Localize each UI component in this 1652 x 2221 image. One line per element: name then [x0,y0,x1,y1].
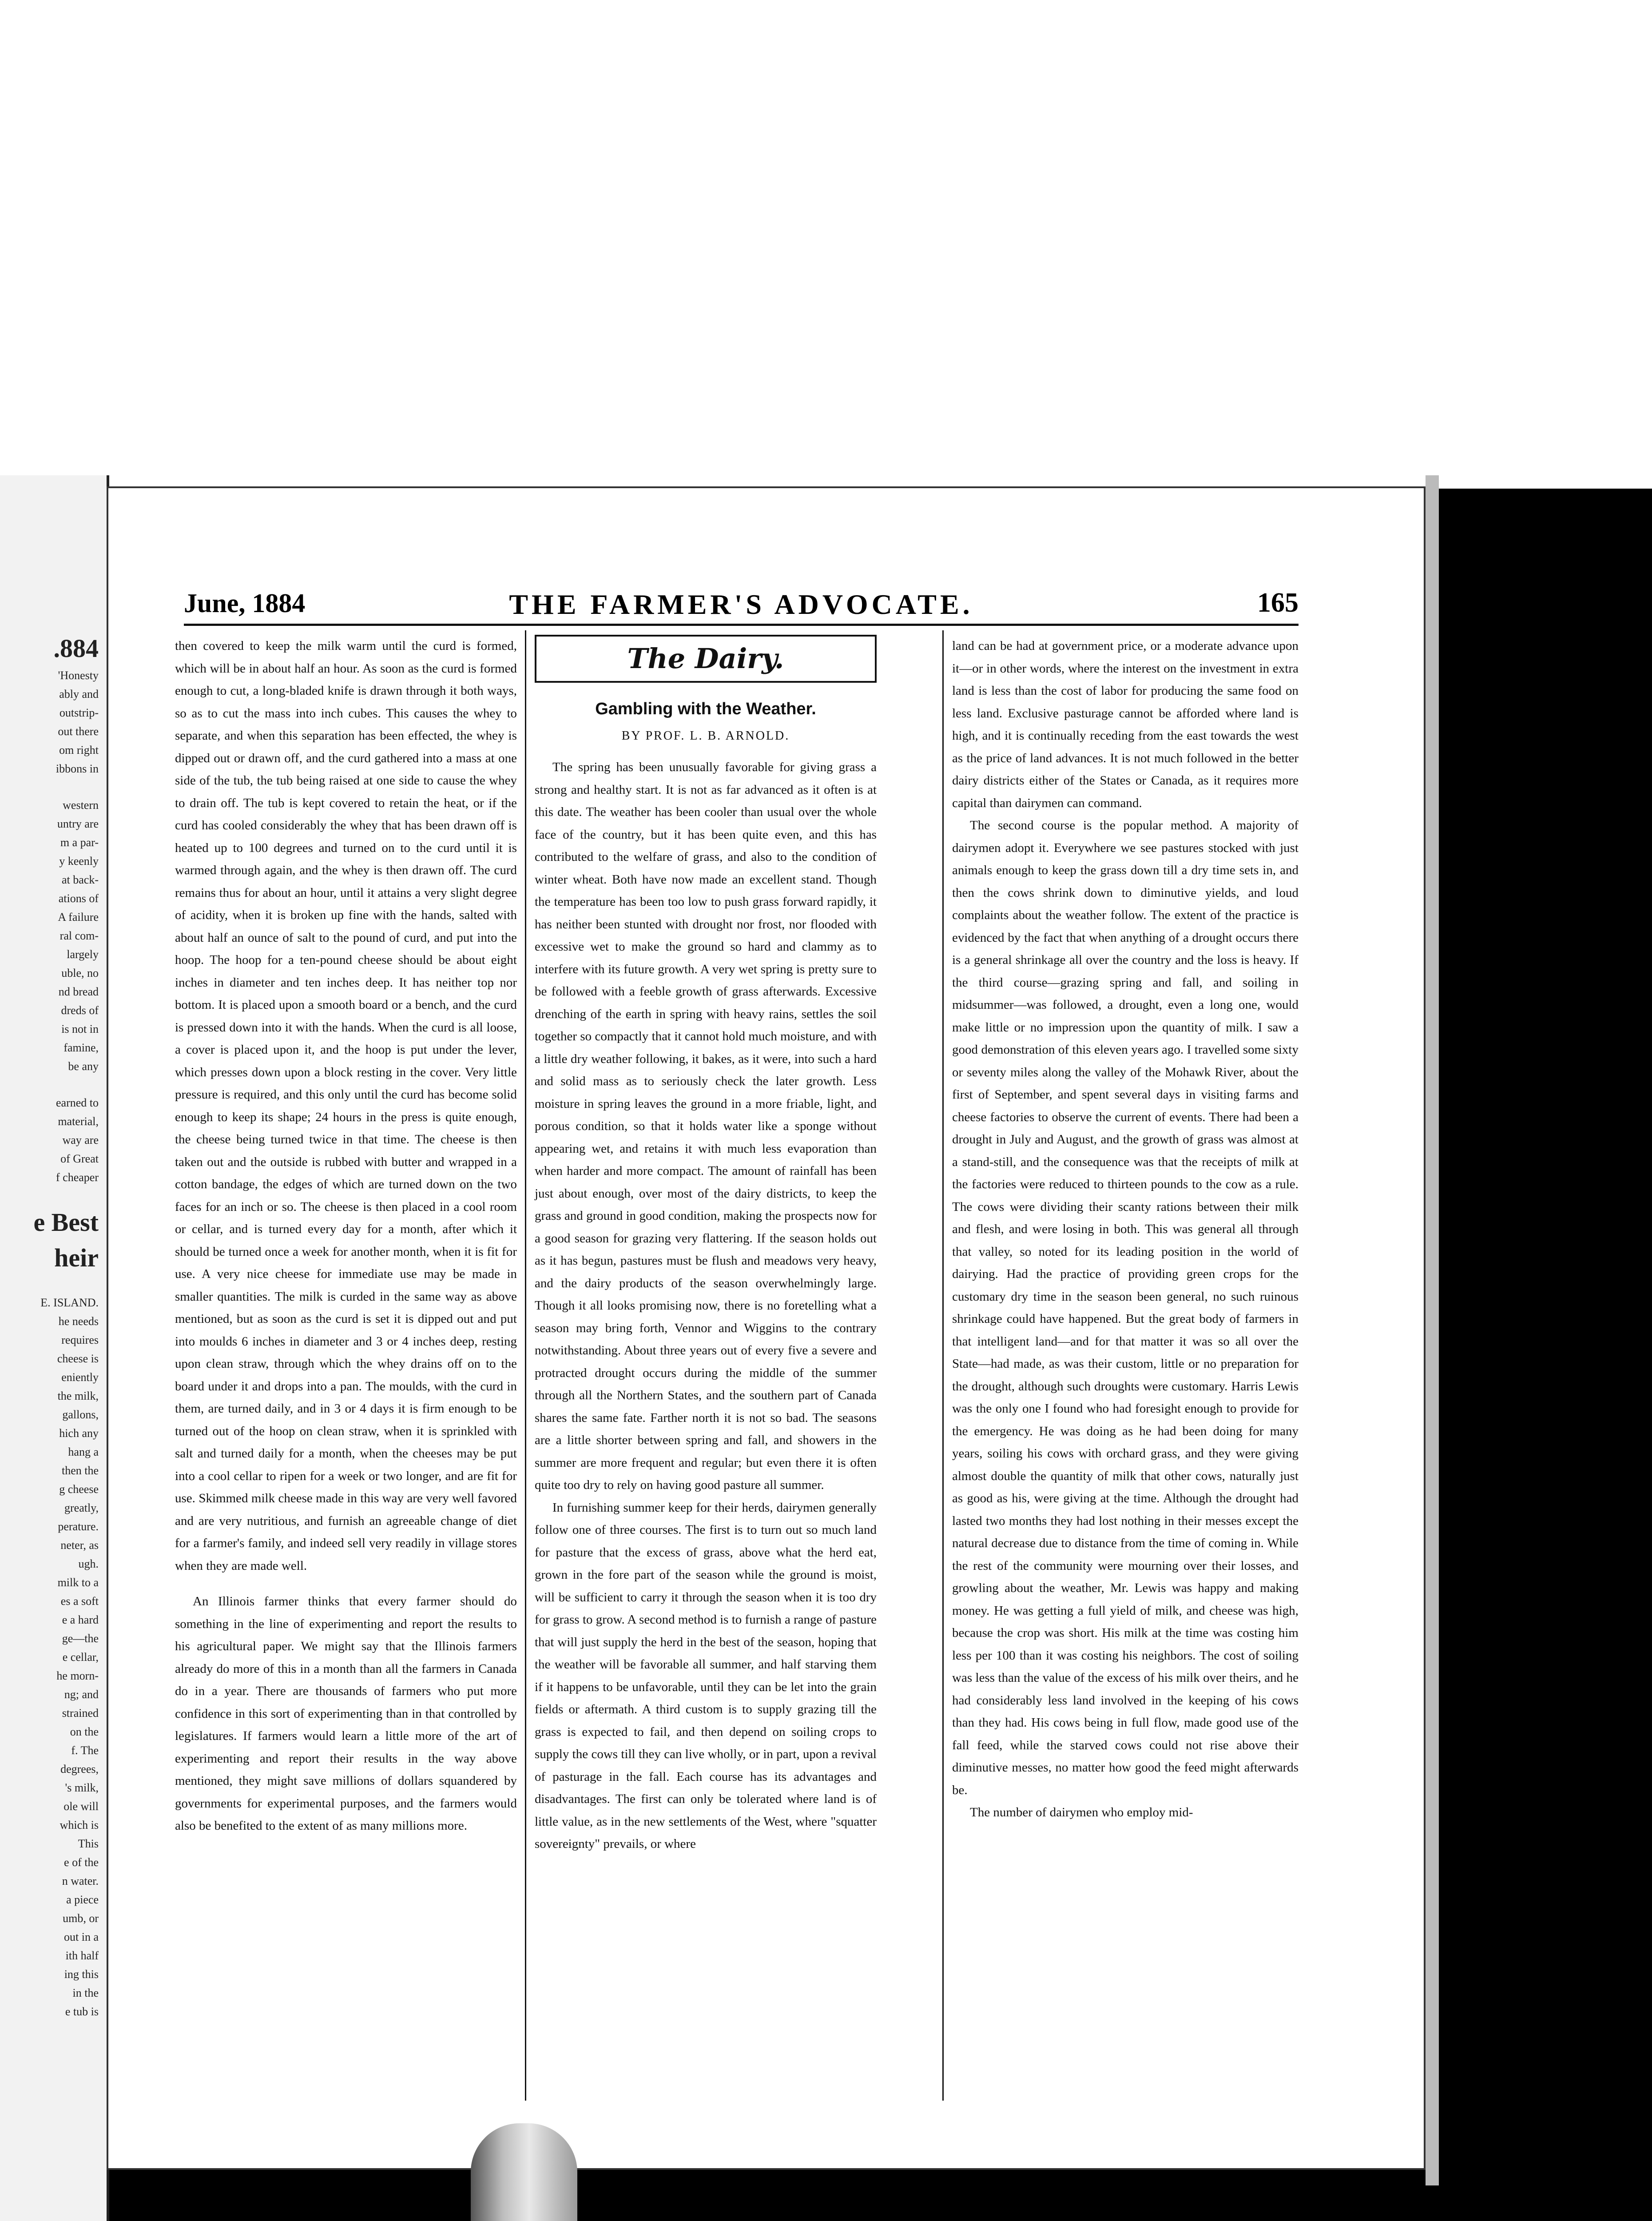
left-page-fragment: a piece [66,1893,99,1906]
left-page-fragment: n water. [62,1875,99,1887]
left-page-fragment: E. ISLAND. [40,1296,99,1309]
left-page-fragment: is not in [61,1023,99,1035]
left-page-fragment: ations of [58,892,99,905]
book-page-edges [1426,475,1439,2185]
left-page-fragment: largely [67,948,99,961]
left-page-fragment: he morn- [56,1669,99,1682]
left-page-fragment: hang a [68,1445,99,1458]
left-page-fragment: on the [70,1725,99,1738]
left-page-fragment: be any [68,1060,99,1073]
article-title: Gambling with the Weather. [595,700,816,718]
holding-thumb [471,2123,577,2221]
scanner-background [0,0,1652,489]
left-page-fragment: ably and [59,688,99,701]
left-page-fragment: ing this [64,1968,99,1981]
left-page-fragment: out in a [64,1930,99,1943]
left-page-fragment: degrees, [60,1763,99,1775]
left-page-fragment: at back- [61,873,99,886]
left-page-fragment: in the [72,1986,99,1999]
column-1 [175,635,517,1837]
page-header [184,584,1299,626]
column-2 [535,635,877,1855]
left-page-fragment: e tub is [65,2005,99,2018]
left-page-fragment: dreds of [61,1004,99,1017]
left-page-fragment: 's milk, [65,1781,99,1794]
left-page-fragment: ibbons in [56,762,99,775]
paragraph: An Illinois farmer thinks that every farmer should do something in the line of experimenting and report the results to his agricultural paper. We might say that the Illinois farmers already do more of this in a month than all the farmers in Canada do in a year. There are thousands of farmers who put more confidence in this sort of experimenting than in that controlled by legislatures. If farmers would learn a little more of the art of experimenting and report their results in the way above mentioned, they might save millions of dollars squandered by governments for experimental purposes, and the farmers would also be benefited to the extent of as many millions more. [175,1594,517,1833]
left-page-fragment: .884 [53,634,99,663]
left-page-fragment: eniently [61,1371,99,1384]
previous-page-edge [0,475,109,2221]
paragraph: The spring has been unusually favorable for giving grass a strong and healthy start. It is not as far advanced as it often is at this date. The weather has been cooler than usual over the whole face of the country, but it has been quite even, and this has contributed to the welfare of grass, and also to the condition of winter wheat. Both have now made an excellent stand. Though the temperature has been too low to push grass forward rapidly, it has neither been stunted with drought nor frost, nor flooded with excessive wet to make the ground so hard and clammy as to interfere with its future growth. A very wet spring is pretty sure to be followed with a feeble growth of grass afterwards. Excessive drenching of the earth in spring with heavy rains, settles the soil together so compactly that it cannot hold much moisture, and with a little dry weather following, it bakes, as it were, into such a hard and solid mass as to seriously check the later growth. Less moisture in spring leaves the ground in a more friable, light, and porous condition, so that it holds water like a sponge without appearing wet, and retains it with much less evaporation than when harder and more compact. The amount of rainfall has been just about enough, over most of the dairy districts, to keep the grass and ground in good condition, making the prospects now for a good season for grazing very flattering. If the season holds out as it has begun, pastures must be flush and meadows very heavy, and the dairy products of the season overwhelmingly large. Though it all looks promising now, there is no foretelling what a season may bring forth, Vennor and Wiggins to the contrary notwithstanding. About three years out of every five a severe and protracted drought occurs during the middle of the summer through all the Northern States, and the southern part of Canada shares the same fate. Farther north it is not so bad. The seasons are a little shorter between spring and fall, and showers in the summer are more frequent and regular; but even there it is often quite too dry to rely on having good pasture all summer. [535,760,877,1492]
paragraph: In furnishing summer keep for their herds, dairymen generally follow one of three courses. The first is to turn out so much land for pasture that the excess of grass, above what the herd eat, grown in the fore part of the season while the ground is moist, will be sufficient to carry it through the season when it is too dry for grass to grow. A second method is to furnish a range of pasture that will just supply the herd in the best of the season, hoping that the weather will be favorable all summer, and half starving them if it happens to be unfavorable, until they can be let into the grain fields or aftermath. A third custom is to supply grazing till the grass is expected to fail, and then depend on soiling crops to supply the cows till they can live wholly, or in part, upon a revival of pasturage in the fall. Each course has its advantages and disadvantages. The first can only be tolerated where land is of little value, as in the new settlements of the West, where "squatter sovereignty" prevails, or where [535,1500,877,1851]
left-page-fragment: ge—the [62,1632,99,1645]
left-page-fragment: ugh. [78,1557,99,1570]
left-page-fragment: perature. [58,1520,99,1533]
left-page-fragment: earned to [56,1096,99,1109]
paragraph: land can be had at government price, or a moderate advance upon it—or in other words, where the interest on the investment in extra land is less than the cost of labor for producing the same food on less land. Exclusive pasturage cannot be afforded where land is high, and it is continually receding from the east towards the west as the price of land advances. It is not much followed in the better dairy districts either of the States or Canada, as it requires more capital than dairymen can command. [952,639,1299,810]
left-page-fragment: nd bread [58,985,99,998]
left-page-fragment: e of the [64,1856,99,1869]
article-byline: BY PROF. L. B. ARNOLD. [621,728,790,743]
left-page-fragment: material, [58,1115,99,1128]
left-page-fragment: ral com- [60,929,99,942]
left-page-fragment: he needs [58,1315,99,1328]
left-page-fragment: requires [61,1333,99,1346]
left-page-fragment: outstrip- [59,706,99,719]
newspaper-page [107,486,1426,2170]
left-page-fragment: heir [54,1243,99,1272]
left-page-fragment: es a soft [60,1595,99,1608]
left-page-fragment: uble, no [61,967,99,979]
left-page-fragment: neter, as [60,1539,99,1552]
left-page-fragment: which is [60,1819,99,1831]
left-page-fragment: hich any [59,1427,99,1440]
section-heading: The Dairy. [627,642,784,675]
masthead-title: THE FARMER'S ADVOCATE. [509,589,973,620]
section-heading-box [535,635,877,683]
left-page-fragment: greatly, [64,1501,99,1514]
left-page-fragment: gallons, [62,1408,99,1421]
left-page-fragment: the milk, [57,1389,99,1402]
paragraph: The second course is the popular method. A majority of dairymen adopt it. Everywhere we see pastures stocked with just animals enough to keep the grass down till a dry time sets in, and then the cows shrink down to diminutive yields, and loud complaints about the weather follow. The extent of the practice is evidenced by the fact that when anything of a drought occurs there is a general shrinkage all over the country and the loss is heavy. If the third course—grazing spring and fall, and soiling in midsummer—was followed, a drought, even a long one, would make little or no impression upon the quantity of milk. I saw a good demonstration of this eleven years ago. I travelled some sixty or seventy miles along the valley of the Mohawk River, about the first of September, and spent several days in visiting farms and cheese factories to observe the current of events. There had been a drought in July and August, and the growth of grass was almost at a stand-still, and the consequence was that the receipts of milk at the factories were reduced to thirteen pounds to the cow as a rule. The cows were dividing their scanty rations between their milk and flesh, and were losing in both. This was general all through that valley, so noted for its leading position in the world of dairying. Had the practice of providing green crops for the customary dry time in the season been general, no such ruinous shrinkage could have happened. But the great body of farmers in that intelligent land—and for that matter it was so all over the State—had made, as was their custom, little or no preparation for the drought, although such droughts were customary. Harris Lewis was the only one I found who had foresight enough to provide for the emergency. He was doing as he had been doing for many years, soiling his cows with orchard grass, and they were giving almost double the quantity of milk that other cows, naturally just as good as his, were giving at the time. Although the drought had lasted two months they had lost nothing in their messes except the natural decrease due to distance from the time of coming in. While the rest of the community were mourning over their losses, and growling about the weather, Mr. Lewis was happy and making money. He was getting a full yield of milk, and cheese was high, because the crop was short. His milk at the time was costing him less per 100 than it was costing his neighbors. The cost of soiling was less than the value of the excess of his milk over theirs, and he had considerably less land involved in the keeping of his cows than they had. His cows being in full flow, made good use of the fall feed, while the starved cows could not rise above their diminutive messes, no matter how good the feed might afterwards be. [952,818,1299,1797]
left-page-fragment: famine, [64,1041,99,1054]
column-rule [525,630,526,2101]
left-page-fragment: milk to a [57,1576,99,1589]
left-page-fragment: ng; and [64,1688,99,1701]
left-page-fragment: y keenly [59,855,99,868]
left-page-fragment: ole will [64,1800,99,1813]
left-page-fragment: A failure [58,911,99,923]
header-date: June, 1884 [184,589,306,618]
column-rule [942,630,944,2101]
paragraph: then covered to keep the milk warm until the curd is formed, which will be in about half an hour. As soon as the curd is formed enough to cut, a long-bladed knife is drawn through it both ways, so as to cut the mass into inch cubes. This causes the whey to separate, and when this separation has been effected, the whey is dipped out or drawn off, and the curd gathered into a mass at one side of the tub, the tub being raised at one side to cause the whey to drain off. The tub is kept covered to retain the heat, or if the curd has cooled considerably the whey that has been drawn off is heated up to 100 degrees and turned on to the curd until it is warmed through again, and the whey is then drawn off. The curd remains thus for about an hour, until it attains a very slight degree of acidity, when it is broken up fine with the hands, salted with about half an ounce of salt to the pound of curd, and put into the hoop. The hoop for a ten-pound cheese should be about eight inches in diameter and ten inches deep. It has neither top nor bottom. It is placed upon a smooth board or a bench, and the curd is pressed down into it with the hands. When the curd is all loose, a cover is placed upon it, and the hoop is put under the lever, which presses down upon a block resting in the cover. Very little pressure is required, and this only until the curd has become solid enough to keep its shape; 24 hours in the press is quite enough, the cheese being turned twice in that time. The cheese is then taken out and the outside is rubbed with butter and wrapped in a cotton bandage, the edges of which are turned down on the two faces for an inch or so. The cheese is then placed in a cool room or cellar, and is turned every day for a month, after which it should be turned once a week for another month, when it is fit for use. A very nice cheese for immediate use may be made in smaller quantities. The milk is curded in the same way as above mentioned, but as soon as the curd is set it is dipped out and put into moulds 6 inches in diameter and 3 or 4 inches deep, resting upon clean straw, through which the whey drains off on to the board under it and drops into a pan. The moulds, with the curd in them, are turned daily, and in 3 or 4 days it is firm enough to be turned out of the hoop on clean straw, when it is sprinkled with salt and turned daily for a month, when the cheeses may be put into a cool cellar to ripen for a week or two longer, and are fit for use. Skimmed milk cheese made in this way are very well favored and are very nutritious, and furnish an agreeable change of diet for a farmer's family, and indeed sell very readily in village stores when they are made well. [175,639,517,1573]
left-page-fragment: way are [62,1134,99,1146]
left-page-fragment: cheese is [57,1352,99,1365]
left-page-fragment: e a hard [62,1613,99,1626]
left-page-fragment: untry are [57,817,99,830]
left-page-fragment: western [63,799,99,812]
left-page-fragment: umb, or [63,1912,99,1925]
paragraph: The number of dairymen who employ mid- [970,1805,1193,1819]
left-page-fragment: e Best [33,1208,99,1237]
left-page-fragment: out there [58,725,99,738]
left-page-fragment: f. The [71,1744,99,1757]
left-page-fragment: of Great [60,1152,99,1165]
left-page-fragment: ith half [65,1949,99,1962]
page-number: 165 [1257,588,1299,618]
left-page-fragment: 'Honesty [58,669,99,682]
left-page-fragment: e cellar, [62,1651,99,1664]
column-3 [952,635,1299,1824]
left-page-fragment: strained [62,1707,99,1719]
left-page-fragment: om right [59,744,99,756]
left-page-fragment: f cheaper [56,1171,99,1184]
left-page-fragment: then the [61,1464,99,1477]
left-page-fragment: m a par- [60,836,99,849]
left-page-fragment: g cheese [59,1483,99,1496]
left-page-fragment: This [78,1837,99,1850]
